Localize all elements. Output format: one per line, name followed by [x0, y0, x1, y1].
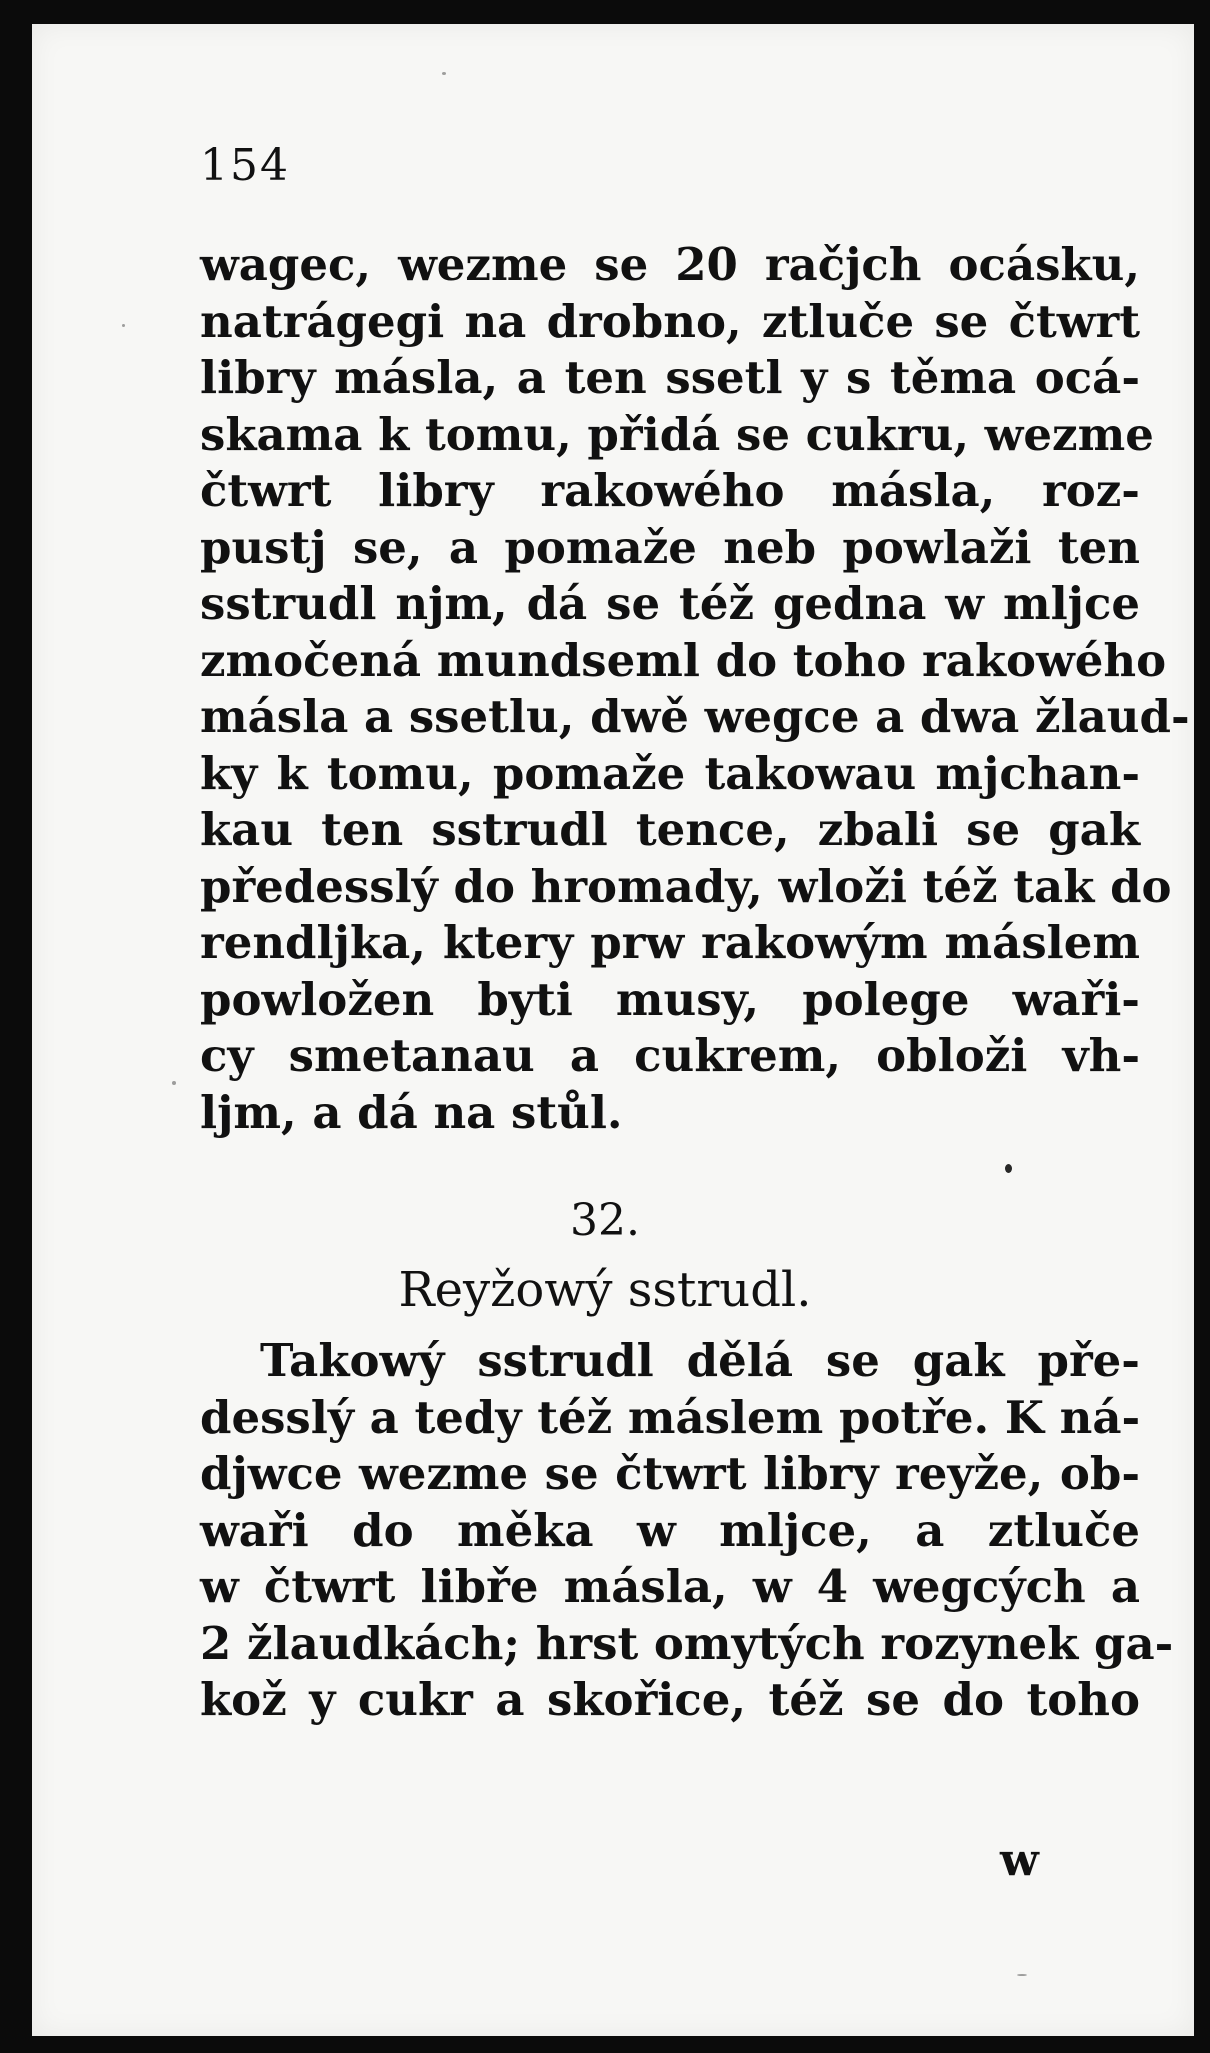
- text-line: ky k tomu, pomaže takowau mjchan-: [200, 746, 1140, 800]
- text-line: čtwrt libry rakowého másla, roz-: [200, 464, 1140, 517]
- text-line: skama k tomu, přidá se cukru, wezme: [200, 407, 1154, 461]
- text-line: předesslý do hromady, wloži též tak do: [200, 859, 1172, 913]
- ink-speck: [122, 324, 125, 327]
- text-line: desslý a tedy též máslem potře. K ná-: [200, 1390, 1141, 1444]
- text-line: djwce wezme se čtwrt libry reyže, ob-: [200, 1447, 1140, 1500]
- text-line: pustj se, a pomaže neb powlaži ten: [200, 520, 1140, 574]
- ink-speck: [172, 1081, 176, 1085]
- text-line: natrágegi na drobno, ztluče se čtwrt: [200, 294, 1140, 348]
- text-line: 2 žlaudkách; hrst omytých rozynek ga-: [200, 1616, 1174, 1670]
- text-line: kau ten sstrudl tence, zbali se gak: [200, 803, 1140, 856]
- paragraph-1: [200, 237, 1190, 1141]
- text-line: Takowý sstrudl dělá se gak pře-: [260, 1334, 1140, 1387]
- text-line: zmočená mundseml do toho rakowého: [200, 633, 1167, 687]
- paragraph-2: [200, 1333, 1174, 1729]
- recipe-title: Reyžowý sstrudl.: [398, 1262, 812, 1318]
- text-line: powložen byti musy, polege waři-: [200, 972, 1140, 1026]
- text-line: másla a ssetlu, dwě wegce a dwa žlaud-: [200, 690, 1190, 743]
- recipe-number: 32.: [570, 1195, 640, 1246]
- text-line: ljm, a dá na stůl.: [200, 1085, 623, 1139]
- text-line: sstrudl njm, dá se též gedna w mljce: [200, 577, 1140, 630]
- text-line: w čtwrt libře másla, w 4 wegcých a: [200, 1560, 1140, 1613]
- ink-speck: [1005, 1164, 1012, 1173]
- page-number: 154: [200, 140, 290, 191]
- text-line: cy smetanau a cukrem, obloži vh-: [200, 1029, 1140, 1082]
- ink-speck: [442, 72, 446, 75]
- text-line: wagec, wezme se 20 račjch ocásku,: [200, 238, 1140, 291]
- text-line: libry másla, a ten ssetl y s těma ocá-: [200, 351, 1140, 404]
- ink-speck: [1017, 1974, 1027, 1976]
- text-line: waři do měka w mljce, a ztluče: [200, 1503, 1140, 1557]
- catchword: w: [1000, 1833, 1039, 1886]
- text-line: kož y cukr a skořice, též se do toho: [200, 1673, 1140, 1726]
- text-line: rendljka, ktery prw rakowým máslem: [200, 916, 1140, 969]
